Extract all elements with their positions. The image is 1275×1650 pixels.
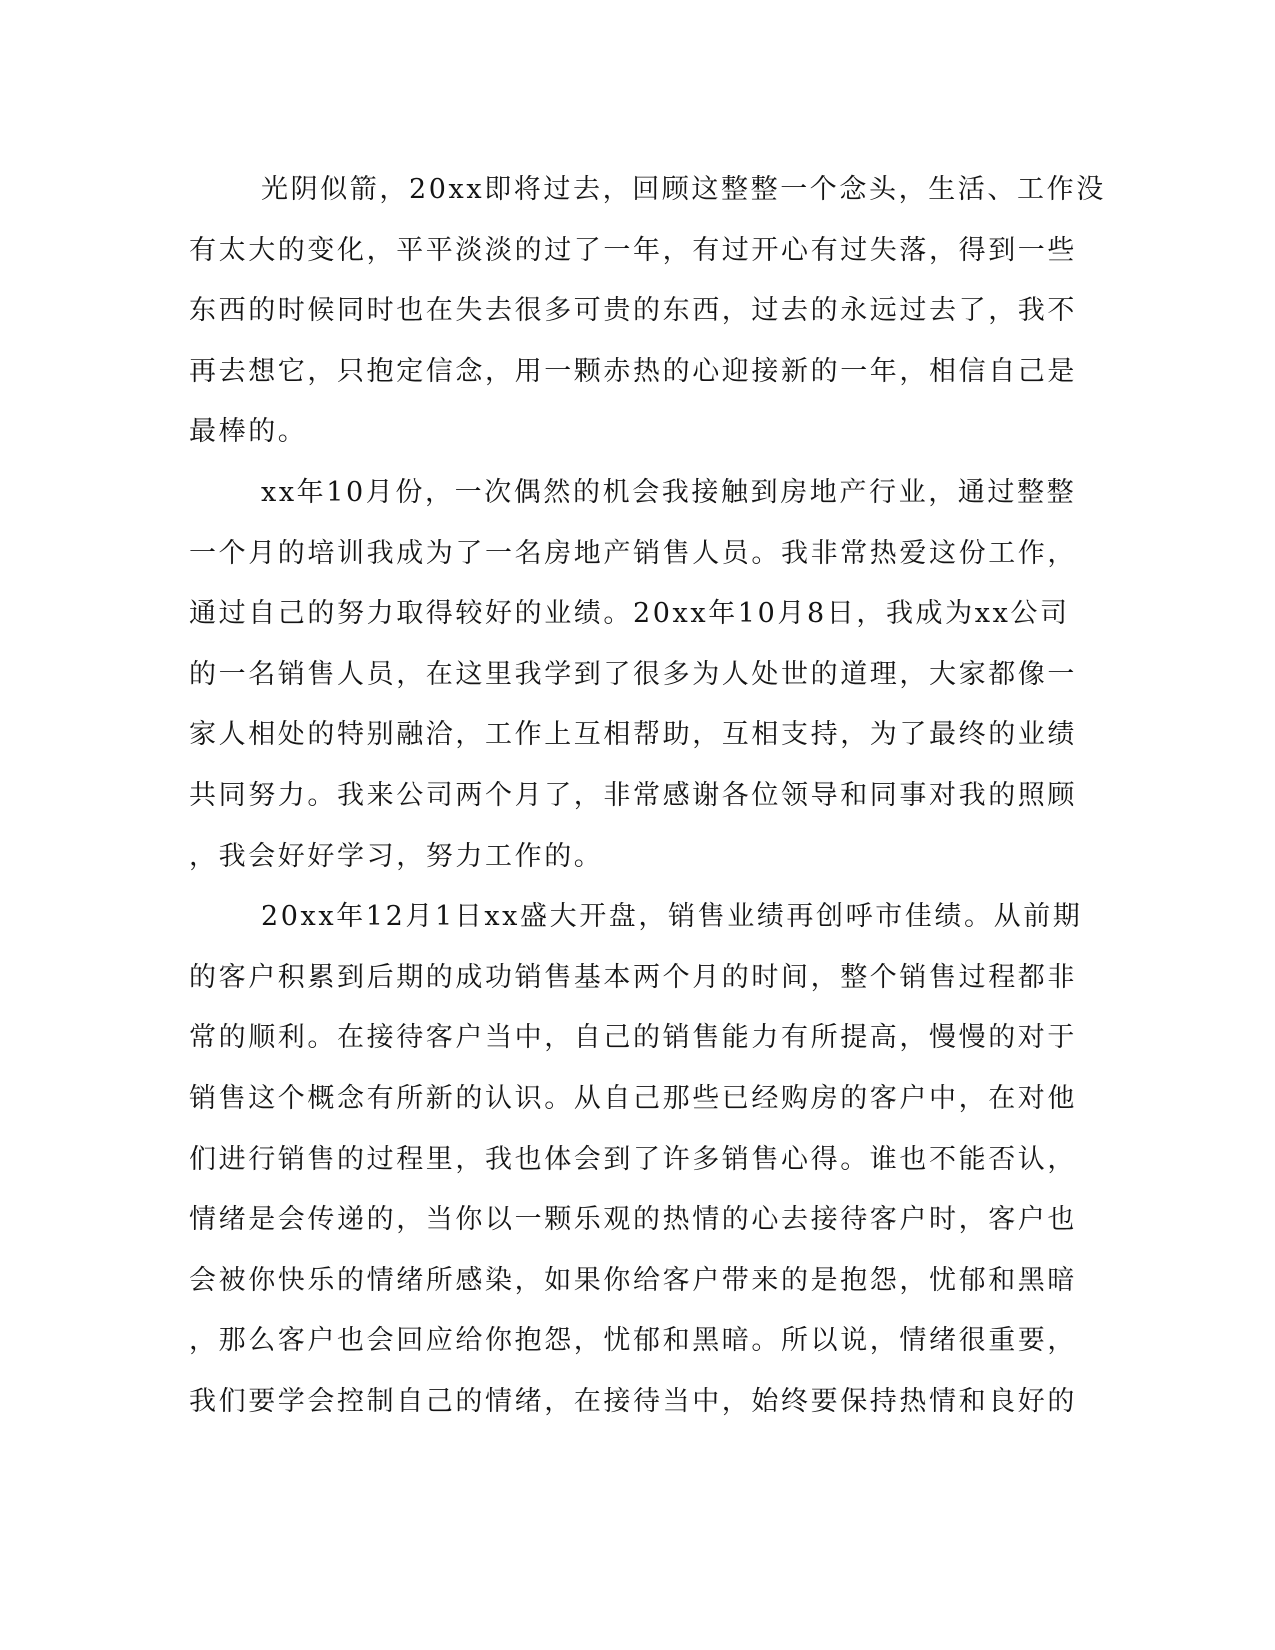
text-line: 的一名销售人员，在这里我学到了很多为人处世的道理，大家都像一 — [189, 658, 1077, 690]
text-line: 光阴似箭，20xx即将过去，回顾这整整一个念头，生活、工作没 — [261, 174, 1106, 205]
text-line: 最棒的。 — [189, 416, 308, 448]
text-line: 再去想它，只抱定信念，用一颗赤热的心迎接新的一年，相信自己是 — [189, 355, 1077, 387]
text-line: 东西的时候同时也在失去很多可贵的东西，过去的永远过去了，我不 — [189, 295, 1077, 327]
text-line: xx年10月份，一次偶然的机会我接触到房地产行业，通过整整 — [261, 476, 1077, 508]
paragraph-2 — [189, 463, 1089, 887]
text-line: 我们要学会控制自己的情绪，在接待当中，始终要保持热情和良好的 — [189, 1385, 1077, 1417]
text-line: 会被你快乐的情绪所感染，如果你给客户带来的是抱怨，忧郁和黑暗 — [189, 1264, 1077, 1296]
paragraph-3 — [189, 887, 1089, 1432]
paragraph-1 — [189, 160, 1106, 463]
document-body — [189, 160, 1106, 1432]
text-line: 共同努力。我来公司两个月了，非常感谢各位领导和同事对我的照顾 — [189, 779, 1077, 811]
text-line: ，那么客户也会回应给你抱怨，忧郁和黑暗。所以说，情绪很重要， — [189, 1325, 1077, 1357]
text-line: 一个月的培训我成为了一名房地产销售人员。我非常热爱这份工作， — [189, 537, 1077, 569]
text-line: 有太大的变化，平平淡淡的过了一年，有过开心有过失落，得到一些 — [189, 234, 1077, 266]
text-line: 们进行销售的过程里，我也体会到了许多销售心得。谁也不能否认， — [189, 1143, 1077, 1175]
text-line: 20xx年12月1日xx盛大开盘，销售业绩再创呼市佳绩。从前期 — [261, 901, 1083, 933]
text-line: 的客户积累到后期的成功销售基本两个月的时间，整个销售过程都非 — [189, 961, 1077, 993]
text-line: 通过自己的努力取得较好的业绩。20xx年10月8日，我成为xx公司 — [189, 598, 1070, 630]
text-line: 销售这个概念有所新的认识。从自己那些已经购房的客户中，在对他 — [189, 1082, 1077, 1114]
text-line: 家人相处的特别融洽，工作上互相帮助，互相支持，为了最终的业绩 — [189, 719, 1077, 751]
text-line: ，我会好好学习，努力工作的。 — [189, 840, 604, 872]
text-line: 情绪是会传递的，当你以一颗乐观的热情的心去接待客户时，客户也 — [189, 1204, 1077, 1236]
text-line: 常的顺利。在接待客户当中，自己的销售能力有所提高，慢慢的对于 — [189, 1022, 1077, 1054]
